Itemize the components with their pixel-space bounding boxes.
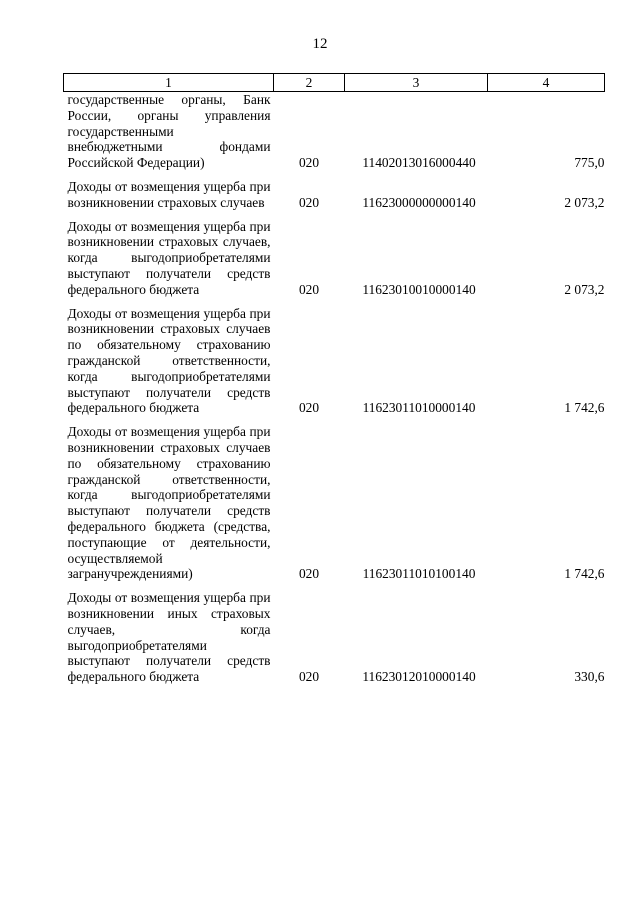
row-description: Доходы от возмещения ущерба при возникновении иных страховых случаев, когда выгодоприобретателями выступают получатели средств федерального бюджета xyxy=(67,590,271,685)
row-kbk: 11623000000000140 xyxy=(362,194,476,210)
revenue-table-container xyxy=(63,73,604,691)
row-amount: 1 742,6 xyxy=(564,566,605,582)
row-kbk: 11402013016000440 xyxy=(362,155,476,171)
row-description: государственные органы, Банк России, органы управления государственными внебюджетными фондами Российской Федерации) xyxy=(67,92,271,171)
table-row xyxy=(64,92,605,177)
row-kbk: 11623010010000140 xyxy=(362,281,476,297)
table-header-row xyxy=(64,74,605,92)
row-amount: 330,6 xyxy=(574,669,605,685)
column-header-4: 4 xyxy=(488,74,605,92)
column-header-2: 2 xyxy=(274,74,345,92)
row-kbk: 11623011010000140 xyxy=(362,400,476,416)
column-header-3: 3 xyxy=(345,74,488,92)
row-code: 020 xyxy=(298,669,320,685)
row-description: Доходы от возмещения ущерба при возникновении страховых случаев по обязательному страхованию гражданской ответственности, когда выгодоприобретателями выступают получатели средств федерального бюджета (средства, поступающие от деятельности, осуществляемой загранучреждениями) xyxy=(67,424,271,582)
table-row xyxy=(64,177,605,217)
table-row xyxy=(64,422,605,588)
table-row xyxy=(64,304,605,423)
row-kbk: 11623012010000140 xyxy=(362,669,476,685)
row-description: Доходы от возмещения ущерба при возникновении страховых случаев по обязательному страхованию гражданской ответственности, когда выгодоприобретателями выступают получатели средств федерального бюджета xyxy=(67,305,271,416)
revenue-table xyxy=(63,73,605,691)
row-kbk: 11623011010100140 xyxy=(362,566,476,582)
row-code: 020 xyxy=(298,566,320,582)
row-amount: 2 073,2 xyxy=(564,194,605,210)
row-amount: 775,0 xyxy=(574,155,605,171)
column-header-1: 1 xyxy=(64,74,274,92)
row-amount: 2 073,2 xyxy=(564,281,605,297)
page-number: 12 xyxy=(312,36,328,52)
row-code: 020 xyxy=(298,400,320,416)
table-row xyxy=(64,217,605,304)
row-description: Доходы от возмещения ущерба при возникновении страховых случаев xyxy=(67,178,271,210)
row-code: 020 xyxy=(298,194,320,210)
row-code: 020 xyxy=(298,155,320,171)
row-code: 020 xyxy=(298,281,320,297)
row-amount: 1 742,6 xyxy=(564,400,605,416)
row-description: Доходы от возмещения ущерба при возникновении страховых случаев, когда выгодоприобретателями выступают получатели средств федерального бюджета xyxy=(67,218,271,297)
table-row xyxy=(64,588,605,691)
